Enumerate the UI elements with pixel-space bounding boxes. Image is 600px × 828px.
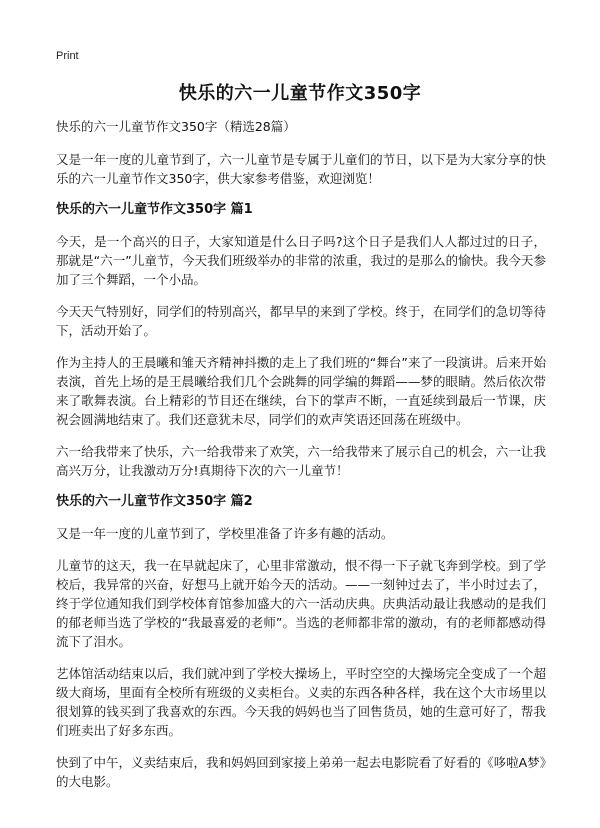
page-title: 快乐的六一儿童节作文350字 (178, 83, 422, 104)
article-subtitle: 快乐的六一儿童节作文350字（精选28篇） (56, 119, 296, 134)
section-2-paragraph: 艺体馆活动结束以后，我们就冲到了学校大操场上，平时空空的大操场完全变成了一个超级大商场，里面有全校所有班级的义卖柜台。义卖的东西各种各样，我在这个大市场里以很划算的钱买到了我喜欢的东西。今天我的妈妈也当了回售货员，她的生意可好了，帮我们班卖出了好多东西。 (56, 666, 546, 738)
section-2-paragraph: 快到了中午，义卖结束后，我和妈妈回到家接上弟弟一起去电影院看了好看的《哆啦A梦》的大电影。 (56, 755, 546, 789)
section-2-paragraph: 儿童节的这天，我一在早就起床了，心里非常激动，恨不得一下子就飞奔到学校。到了学校后，我异常的兴奋，好想马上就开始今天的活动。——一刻钟过去了，半小时过去了，终于学位通知我们到学校体育馆参加盛大的六一活动庆典。庆典活动最让我感动的是我们的郁老师当选了学校的“我最喜爱的老师”。当选的老师都非常的激动，有的老师都感动得流下了泪水。 (56, 558, 546, 649)
section-heading-2: 快乐的六一儿童节作文350字 篇2 (56, 494, 253, 509)
print-link[interactable]: Print (56, 50, 79, 62)
article-body (56, 118, 546, 804)
section-1-paragraph: 今天天气特别好，同学们的特别高兴，都早早的来到了学校。终于，在同学们的急切等待下，活动开始了。 (56, 304, 546, 338)
section-1-paragraph: 今天，是一个高兴的日子，大家知道是什么日子吗?这个日子是我们人人都过过的日子，那就是“六一”儿童节，今天我们班级举办的非常的浓重，我过的是那么的愉快。我今天参加了三个舞蹈，一个小品。 (56, 234, 546, 287)
intro-paragraph: 又是一年一度的儿童节到了，六一儿童节是专属于儿童们的节日，以下是为大家分享的快乐的六一儿童节作文350字，供大家参考借鉴，欢迎浏览！ (56, 152, 546, 186)
section-1-paragraph: 作为主持人的王晨曦和雏天齐精神抖擞的走上了我们班的“舞台”来了一段演讲。后来开始表演，首先上场的是王晨曦给我们几个会跳舞的同学编的舞蹈——梦的眼睛。然后依次带来了歌舞表演。台上精彩的节目还在继续，台下的掌声不断，一直延续到最后一节课，庆祝会圆满地结束了。我们还意犹未尽，同学们的欢声笑语还回荡在班级中。 (56, 355, 546, 427)
section-2-paragraph: 又是一年一度的儿童节到了，学校里准备了许多有趣的活动。 (56, 526, 394, 541)
section-heading-1: 快乐的六一儿童节作文350字 篇1 (56, 202, 253, 217)
section-1-paragraph: 六一给我带来了快乐，六一给我带来了欢笑，六一给我带来了展示自己的机会，六一让我高兴万分，让我激动万分!真期待下次的六一儿童节！ (56, 444, 546, 478)
